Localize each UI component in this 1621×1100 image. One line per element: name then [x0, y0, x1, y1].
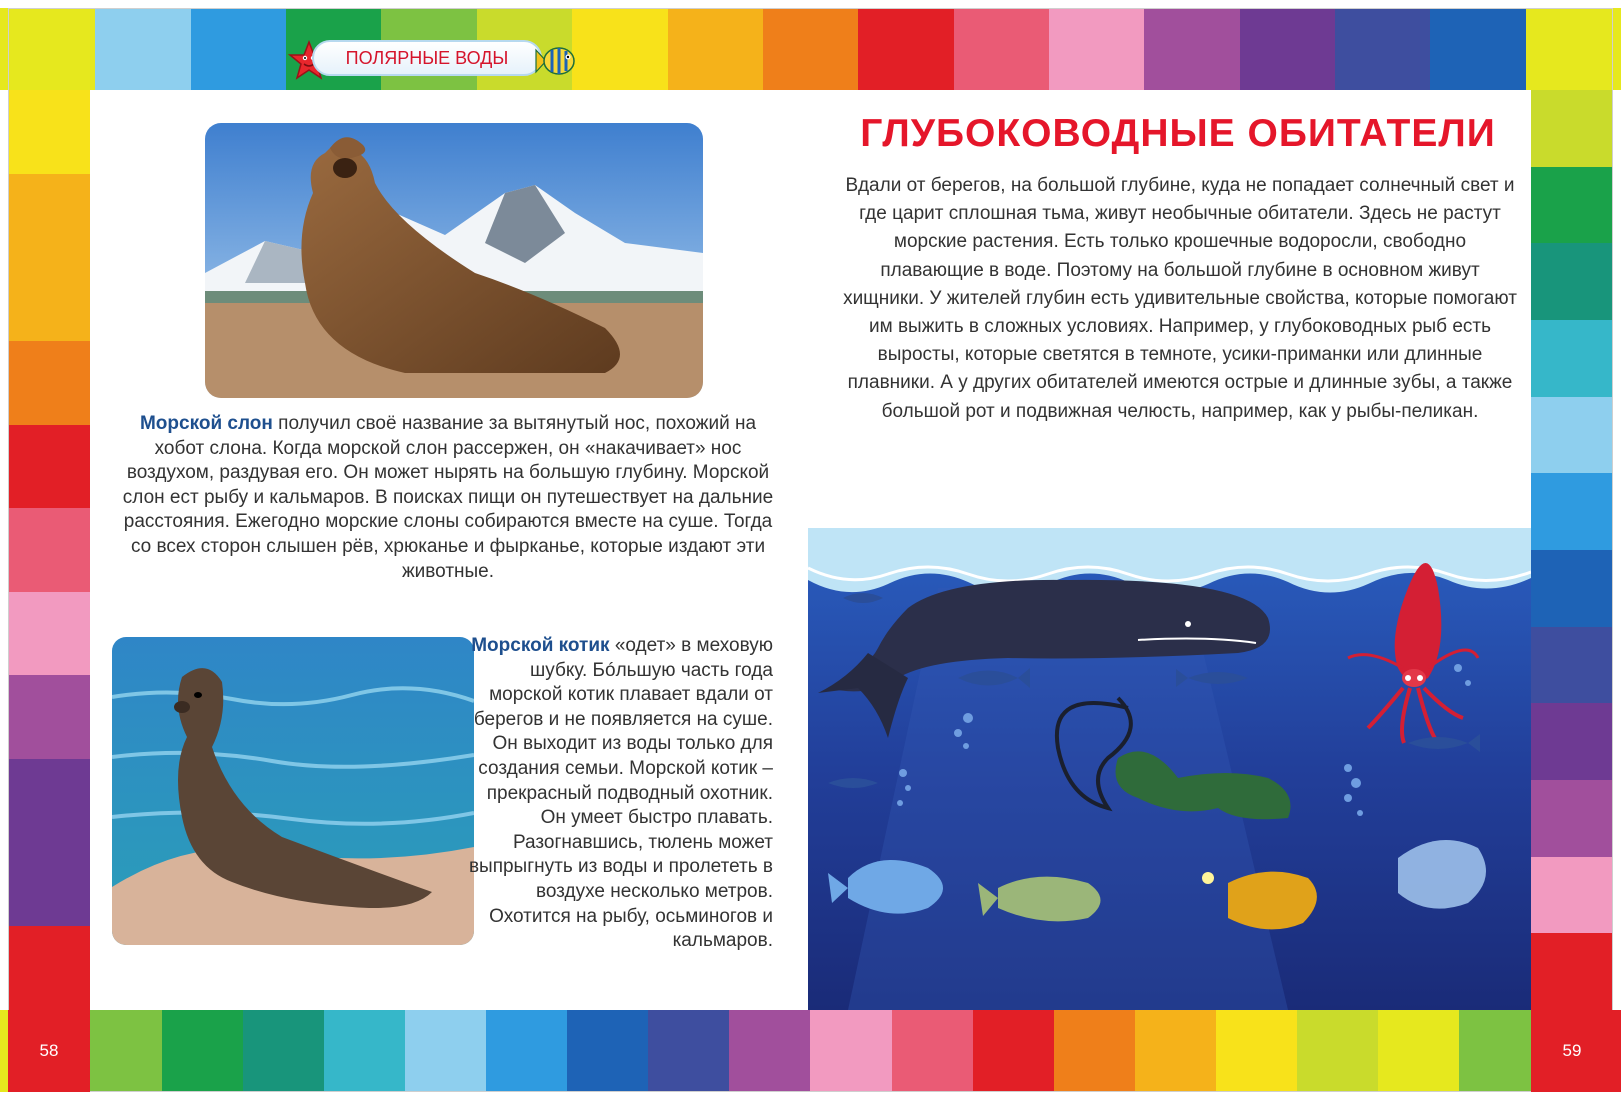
- bottom-strip-block: [324, 1010, 405, 1092]
- bottom-color-strip: [0, 1010, 1621, 1092]
- bottom-strip-block: [648, 1010, 729, 1092]
- bottom-strip-block: [892, 1010, 973, 1092]
- left-strip-block: [8, 843, 90, 927]
- elephant-seal-photo: [205, 123, 703, 398]
- section-tag: ПОЛЯРНЫЕ ВОДЫ: [312, 40, 542, 76]
- top-strip-block: [95, 8, 190, 90]
- top-strip-block: [1240, 8, 1335, 90]
- top-color-strip: [0, 8, 1621, 90]
- top-strip-block: [1430, 8, 1525, 90]
- bottom-strip-block: [1459, 1010, 1540, 1092]
- bottom-strip-block: [486, 1010, 567, 1092]
- top-strip-block: [572, 8, 667, 90]
- bottom-strip-block: [567, 1010, 648, 1092]
- top-strip-block: [1335, 8, 1430, 90]
- elephant-seal-text: получил своё название за вытянутый нос, похожий на хобот слона. Когда морской слон рассержен, он «накачивает» нос воздухом, раздувая его. Он может нырять на большую глубину. Морской слон ест рыбу и кальмаров. В поисках пищи он путешествует на дальние расстояния. Ежегодно морские слоны собираются вместе на суше. Тогда со всех сторон слышен рёв, хрюканье и фырканье, которые издают эти животные.: [122, 413, 774, 582]
- top-strip-block: [1144, 8, 1239, 90]
- right-color-strip: [1531, 90, 1613, 1010]
- right-strip-block: [1531, 703, 1613, 780]
- bottom-strip-block: [1378, 1010, 1459, 1092]
- top-strip-block: [763, 8, 858, 90]
- left-color-strip: [8, 90, 90, 1010]
- left-strip-block: [8, 926, 90, 1010]
- bottom-strip-block: [1135, 1010, 1216, 1092]
- bottom-strip-block: [1054, 1010, 1135, 1092]
- right-strip-block: [1531, 780, 1613, 857]
- fish-icon: [532, 42, 578, 80]
- left-strip-block: [8, 759, 90, 843]
- top-strip-block: [858, 8, 953, 90]
- top-strip-block: [1526, 8, 1621, 90]
- right-strip-block: [1531, 320, 1613, 397]
- left-strip-block: [8, 257, 90, 341]
- fur-seal-text: «одет» в меховую шубку. Бóльшую часть года морской котик плавает вдали от берегов и не появляется на суше. Он выходит из воды только для создания семьи. Морской котик – прекрасный подводный охотник. Он умеет быстро плавать. Разогнавшись, тюлень может выпрыгнуть из воды и пролететь в воздухе несколько метров. Охотится на рыбу, осьминогов и кальмаров.: [468, 635, 773, 952]
- fur-seal-lead: Морской котик: [471, 635, 610, 656]
- left-strip-block: [8, 90, 90, 174]
- right-strip-block: [1531, 397, 1613, 474]
- left-strip-block: [8, 508, 90, 592]
- right-strip-block: [1531, 90, 1613, 167]
- elephant-seal-lead: Морской слон: [139, 413, 273, 434]
- bottom-strip-block: [81, 1010, 162, 1092]
- bottom-strip-block: [405, 1010, 486, 1092]
- top-strip-block: [0, 8, 95, 90]
- elephant-seal-paragraph: [118, 412, 778, 584]
- bottom-strip-block: [243, 1010, 324, 1092]
- top-strip-block: [191, 8, 286, 90]
- page-number-left: 58: [8, 1010, 90, 1092]
- left-strip-block: [8, 341, 90, 425]
- fur-seal-photo: [112, 637, 474, 945]
- right-strip-block: [1531, 933, 1613, 1010]
- left-strip-block: [8, 425, 90, 509]
- page-number-right: 59: [1531, 1010, 1613, 1092]
- right-strip-block: [1531, 857, 1613, 934]
- deep-sea-illustration: [808, 528, 1531, 1010]
- right-strip-block: [1531, 473, 1613, 550]
- top-strip-block: [668, 8, 763, 90]
- bottom-strip-block: [973, 1010, 1054, 1092]
- right-strip-block: [1531, 550, 1613, 627]
- right-strip-block: [1531, 167, 1613, 244]
- bottom-strip-block: [1297, 1010, 1378, 1092]
- bottom-strip-block: [1216, 1010, 1297, 1092]
- intro-paragraph: Вдали от берегов, на большой глубине, куда не попадает солнечный свет и где царит сплошная тьма, живут необычные обитатели. Здесь не растут морские растения. Есть только крошечные водоросли, свободно плавающие в воде. Поэтому на большой глубине в основном живут хищники. У жителей глубин есть удивительные свойства, которые помогают им выжить в сложных условиях. Например, у глубоководных рыб есть выросты, которые светятся в темноте, усики-приманки или длинные плавники. А у других обитателей имеются острые и длинные зубы, а также большой рот и подвижная челюсть, например, как у рыбы-пеликан.: [843, 175, 1517, 422]
- left-strip-block: [8, 675, 90, 759]
- bottom-strip-block: [162, 1010, 243, 1092]
- right-strip-block: [1531, 627, 1613, 704]
- bottom-strip-block: [729, 1010, 810, 1092]
- page-title: ГЛУБОКОВОДНЫЕ ОБИТАТЕЛИ: [860, 112, 1496, 155]
- left-strip-block: [8, 592, 90, 676]
- top-strip-block: [954, 8, 1049, 90]
- bottom-strip-block: [810, 1010, 891, 1092]
- top-strip-block: [1049, 8, 1144, 90]
- right-strip-block: [1531, 243, 1613, 320]
- fur-seal-paragraph: [468, 634, 773, 954]
- left-strip-block: [8, 174, 90, 258]
